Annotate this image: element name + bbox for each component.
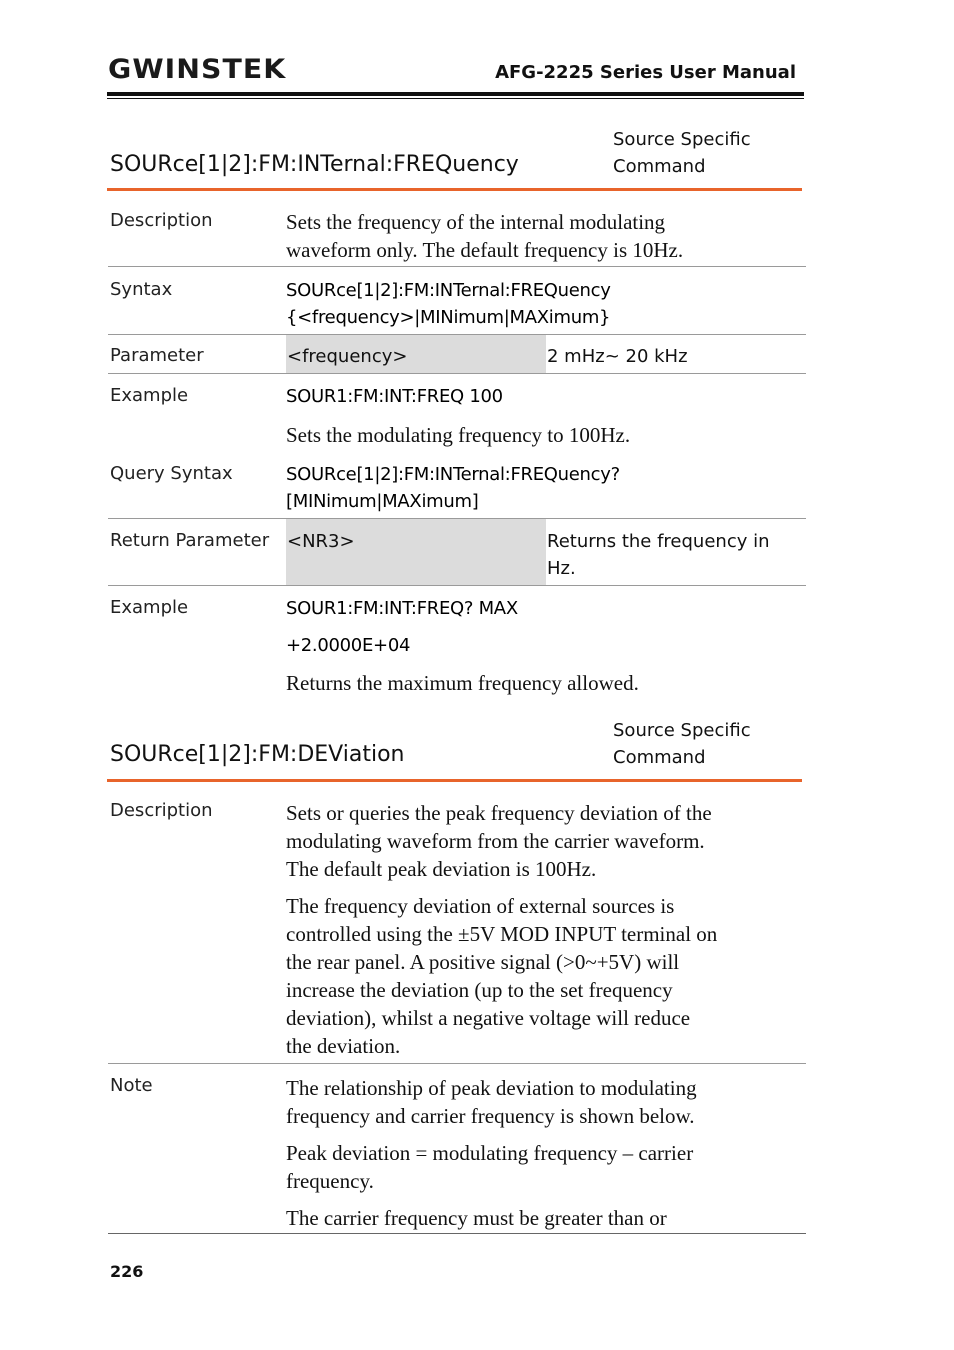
section1-type-line1: Source Specific — [613, 129, 751, 150]
section1-return-desc — [547, 528, 770, 582]
section1-query-syntax — [286, 461, 620, 515]
section1-parameter-label: Parameter — [110, 345, 204, 366]
section2-note-label: Note — [110, 1075, 153, 1096]
section1-query-label: Query Syntax — [110, 463, 233, 484]
divider — [108, 1063, 806, 1064]
section1-example2-desc: Returns the maximum frequency allowed. — [286, 671, 639, 695]
section2-type-line2: Command — [613, 747, 706, 768]
section1-return-name: <NR3> — [287, 531, 355, 552]
section2-desc-p2-line: increase the deviation (up to the set frequency — [286, 978, 673, 1002]
section1-example-label: Example — [110, 385, 189, 406]
divider — [108, 373, 806, 374]
divider — [108, 1233, 806, 1234]
section2-note-p2-line: Peak deviation = modulating frequency – carrier — [286, 1141, 694, 1165]
section2-type — [613, 717, 751, 771]
gwinstek-logo: GWINSTEK — [108, 54, 287, 85]
section2-desc-p1-line: Sets or queries the peak frequency deviation of the — [286, 801, 712, 825]
divider — [108, 266, 806, 267]
section2-desc-p1-line: modulating waveform from the carrier waveform. — [286, 829, 705, 853]
section2-note-p1-line: frequency and carrier frequency is shown below. — [286, 1104, 695, 1128]
section1-description-line2: waveform only. The default frequency is 10Hz. — [286, 238, 684, 262]
section1-description-line1: Sets the frequency of the internal modulating — [286, 210, 666, 234]
section1-example-cmd: SOUR1:FM:INT:FREQ 100 — [286, 386, 503, 407]
section2-title: SOURce[1|2]:FM:DEViation — [110, 742, 405, 767]
section2-desc-p2-line: The frequency deviation of external sources is — [286, 894, 675, 918]
section2-note-p2 — [286, 1139, 806, 1195]
section1-description-label: Description — [110, 210, 213, 231]
section2-desc-p2-line: the deviation. — [286, 1034, 401, 1058]
section1-type-line2: Command — [613, 156, 706, 177]
section1-return-desc-line2: Hz. — [547, 558, 576, 579]
section2-note-p3: The carrier frequency must be greater than or — [286, 1206, 667, 1230]
section1-accent-rule — [107, 188, 802, 191]
section2-type-line1: Source Specific — [613, 720, 751, 741]
manual-title: AFG-2225 Series User Manual — [495, 62, 796, 83]
section2-description-p2 — [286, 892, 806, 1060]
section1-syntax-line2: {<frequency>|MINimum|MAXimum} — [286, 307, 611, 328]
section1-return-desc-line1: Returns the frequency in — [547, 531, 770, 552]
divider — [108, 585, 806, 586]
section2-desc-p2-line: controlled using the ±5V MOD INPUT terminal on — [286, 922, 718, 946]
section1-example2-label: Example — [110, 597, 189, 618]
section1-type — [613, 126, 751, 180]
section1-parameter-name: <frequency> — [287, 346, 408, 367]
page-number: 226 — [110, 1262, 144, 1281]
section2-accent-rule — [107, 779, 802, 782]
section1-example-desc: Sets the modulating frequency to 100Hz. — [286, 423, 631, 447]
section1-syntax-label: Syntax — [110, 279, 173, 300]
section1-parameter-desc: 2 mHz~ 20 kHz — [547, 346, 688, 367]
section1-example2-cmd: SOUR1:FM:INT:FREQ? MAX — [286, 598, 518, 619]
section2-note-p1 — [286, 1074, 806, 1130]
section2-desc-p1-line: The default peak deviation is 100Hz. — [286, 857, 597, 881]
section2-description-label: Description — [110, 800, 213, 821]
section1-syntax-line1: SOURce[1|2]:FM:INTernal:FREQuency — [286, 280, 611, 301]
header-rule-thin — [107, 98, 804, 99]
section1-return-label: Return Parameter — [110, 530, 270, 551]
section1-example2-result: +2.0000E+04 — [286, 635, 411, 656]
section1-description — [286, 208, 806, 264]
section1-syntax — [286, 277, 611, 331]
section1-query-line1: SOURce[1|2]:FM:INTernal:FREQuency? — [286, 464, 620, 485]
section1-title: SOURce[1|2]:FM:INTernal:FREQuency — [110, 152, 519, 177]
section2-description-p1 — [286, 799, 806, 883]
section2-note-p2-line: frequency. — [286, 1169, 374, 1193]
header-rule — [107, 92, 804, 96]
section2-note-p1-line: The relationship of peak deviation to modulating — [286, 1076, 697, 1100]
section2-desc-p2-line: deviation), whilst a negative voltage will reduce — [286, 1006, 691, 1030]
section1-query-line2: [MINimum|MAXimum] — [286, 491, 479, 512]
section2-desc-p2-line: the rear panel. A positive signal (>0~+5V) will — [286, 950, 680, 974]
